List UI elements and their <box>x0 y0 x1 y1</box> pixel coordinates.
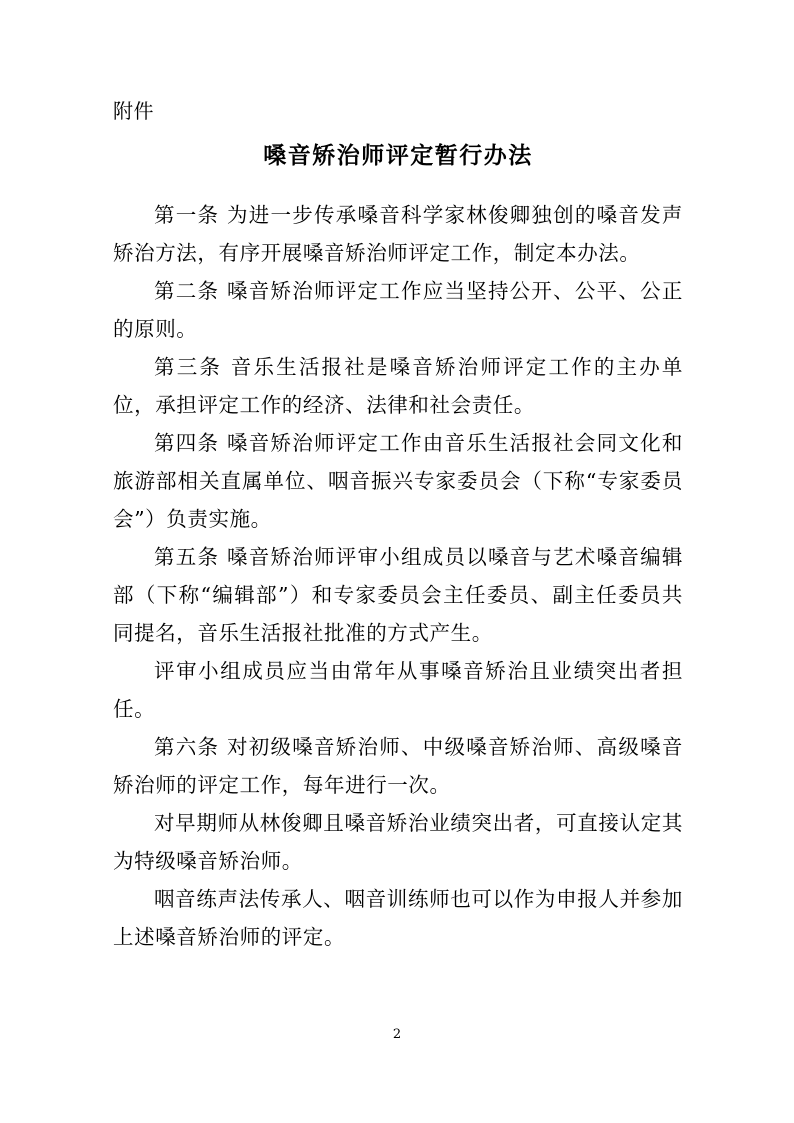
paragraph-5: 第五条 嗓音矫治师评审小组成员以嗓音与艺术嗓音编辑部（下称“编辑部”）和专家委员会主任委员、副主任委员共同提名，音乐生活报社批准的方式产生。 <box>113 545 683 645</box>
page-title: 嗓音矫治师评定暂行办法 <box>263 142 533 169</box>
page-number: 2 <box>392 1027 402 1042</box>
document-body <box>113 95 683 956</box>
paragraph-3: 第三条 音乐生活报社是嗓音矫治师评定工作的主办单位，承担评定工作的经济、法律和社会责任。 <box>113 355 683 417</box>
paragraph-9: 咽音练声法传承人、咽音训练师也可以作为申报人并参加上述嗓音矫治师的评定。 <box>113 887 683 949</box>
paragraph-6: 评审小组成员应当由常年从事嗓音矫治且业绩突出者担任。 <box>113 659 683 721</box>
paragraph-2: 第二条 嗓音矫治师评定工作应当坚持公开、公平、公正的原则。 <box>113 279 683 341</box>
paragraph-1: 第一条 为进一步传承嗓音科学家林俊卿独创的嗓音发声矫治方法，有序开展嗓音矫治师评定工作，制定本办法。 <box>113 203 683 265</box>
paragraph-8: 对早期师从林俊卿且嗓音矫治业绩突出者，可直接认定其为特级嗓音矫治师。 <box>113 811 683 873</box>
attachment-label: 附件 <box>113 99 154 123</box>
paragraph-4: 第四条 嗓音矫治师评定工作由音乐生活报社会同文化和旅游部相关直属单位、咽音振兴专家委员会（下称“专家委员会”）负责实施。 <box>113 431 683 531</box>
paragraph-7: 第六条 对初级嗓音矫治师、中级嗓音矫治师、高级嗓音矫治师的评定工作，每年进行一次。 <box>113 735 683 797</box>
